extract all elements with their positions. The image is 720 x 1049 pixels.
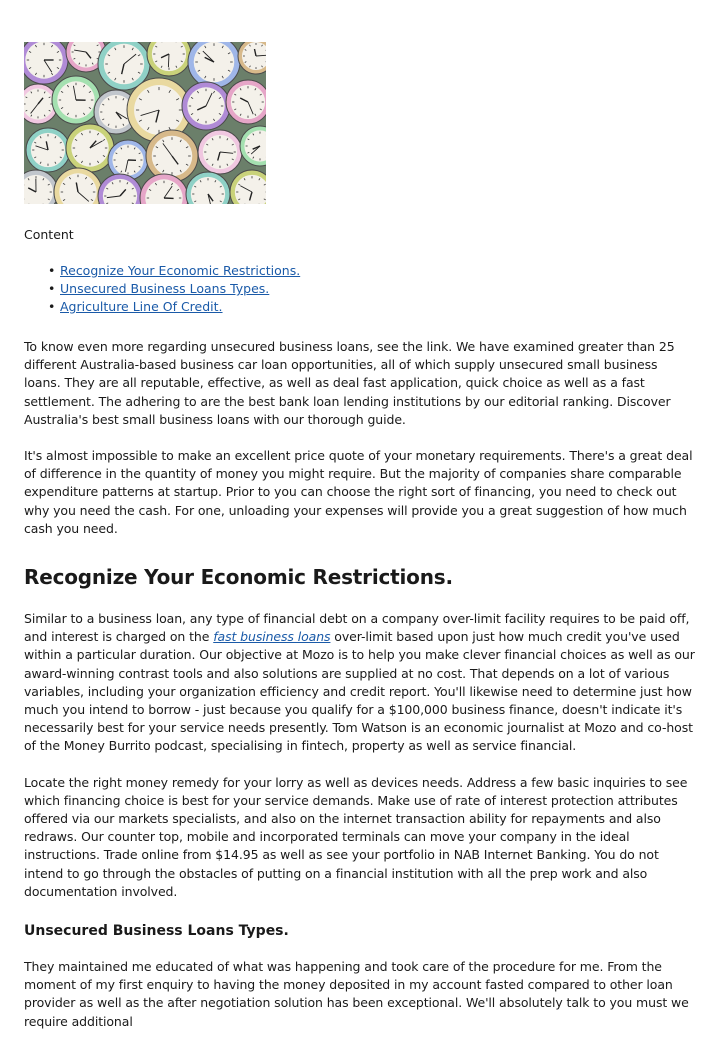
toc-link-recognize[interactable]: Recognize Your Economic Restrictions. — [60, 263, 300, 278]
intro-paragraph-1: To know even more regarding unsecured business loans, see the link. We have examined greater than 25 different Australia-based business car loan opportunities, all of which supply unsecured small business loans. They are all reputable, effective, as well as deal fast application, quick choice as well as a fast settlement. The adhering to are the best bank loan lending institutions by our editorial ranking. Discover Australia's best small business loans with our thorough guide. — [24, 338, 696, 429]
article — [24, 42, 696, 1049]
intro-paragraph-2: It's almost impossible to make an excellent price quote of your monetary requirements. There's a great deal of difference in the quantity of money you might require. But the majority of companies share comparable expenditure patterns at startup. Prior to you can choose the right sort of financing, you need to check out why you need the cash. For one, unloading your expenses will provide you a great suggestion of how much cash you need. — [24, 447, 696, 538]
section1-text-after: over-limit based upon just how much credit you've used within a particular duration. Our objective at Mozo is to help you make clever financial choices as well as our award-winning contrast tools and also solutions are supplied at no cost. That depends on a lot of various variables, including your organization efficiency and credit report. You'll likewise need to determine just how much you intend to borrow - just because you qualify for a $100,000 business finance, doesn't indicate it's necessarily best for your service needs presently. Tom Watson is an economic journalist at Mozo and co-host of the Money Burrito podcast, specialising in fintech, property as well as service financial. — [24, 629, 695, 753]
section1-text-before: Similar to a business loan, any type of financial debt on a company over-limit facility requires to be paid off, and interest is charged on the — [24, 611, 689, 644]
section-heading-recognize: Recognize Your Economic Restrictions. — [24, 564, 696, 590]
hero-image-clocks — [24, 42, 266, 204]
section2-paragraph-1: They maintained me educated of what was happening and took care of the procedure for me. From the moment of my first enquiry to having the money deposited in my account fasted compared to other loan provider as well as the after negotiation solution has been exceptional. We'll absolutely talk to you must we require additional — [24, 958, 696, 1031]
clocks-illustration — [24, 42, 266, 204]
section1-paragraph-2: Locate the right money remedy for your lorry as well as devices needs. Address a few basic inquiries to see which financing choice is best for your service demands. Make use of rate of interest protection attributes offered via our markets specialists, and also on the internet transaction ability for repayments and also redraws. Our counter top, mobile and incorporated terminals can move your company in the ideal instructions. Trade online from $14.95 as well as see your portfolio in NAB Internet Banking. You do not intend to go through the obstacles of putting on a financial institution with all the prep work and also documentation involved. — [24, 774, 696, 901]
toc-item — [60, 280, 696, 298]
table-of-contents — [24, 262, 696, 316]
section-heading-unsecured: Unsecured Business Loans Types. — [24, 921, 696, 941]
toc-link-unsecured[interactable]: Unsecured Business Loans Types. — [60, 281, 269, 296]
fast-business-loans-link[interactable]: fast business loans — [213, 629, 330, 644]
toc-item — [60, 298, 696, 316]
section1-paragraph-1 — [24, 610, 696, 756]
toc-title: Content — [24, 226, 696, 244]
toc-item — [60, 262, 696, 280]
toc-link-agriculture[interactable]: Agriculture Line Of Credit. — [60, 299, 223, 314]
